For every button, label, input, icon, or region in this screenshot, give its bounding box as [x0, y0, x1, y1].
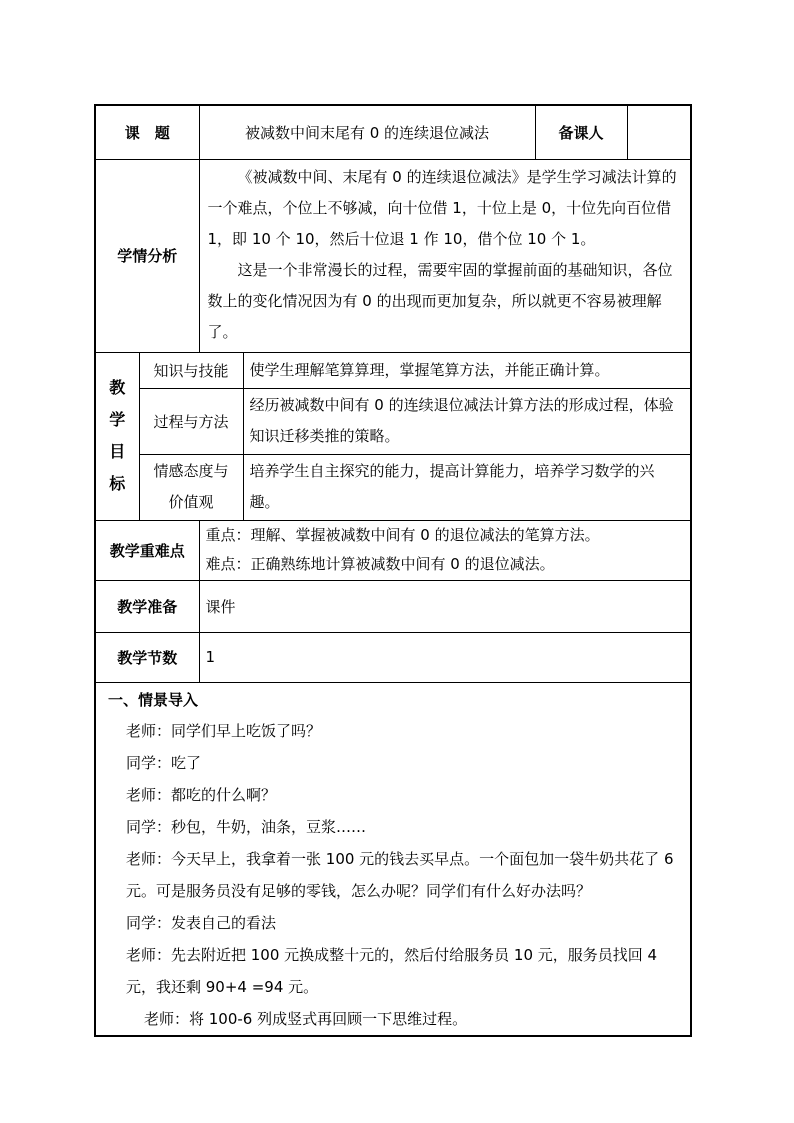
analysis-paragraph-2: 这是一个非常漫长的过程，需要牢固的掌握前面的基础知识，各位数上的变化情况因为有 0 的出现而更加复杂，所以就更不容易被理解了。 — [207, 260, 673, 341]
goal-name-attitude: 情感态度与价值观 — [139, 454, 243, 520]
dialogue-line-7: 老师：先去附近把 100 元换成整十元的，然后付给服务员 10 元，服务员找回 4 元，我还剩 90+4 =94 元。 — [126, 945, 658, 996]
sessions-row — [95, 632, 691, 682]
process-content — [95, 682, 691, 1036]
preparation-value: 课件 — [199, 580, 691, 632]
analysis-paragraph-1: 《被减数中间、末尾有 0 的连续退位减法》是学生学习减法计算的一个难点，个位上不够减，向十位借 1，十位上是 0，十位先向百位借 1，即 10 个 10，然后十位退 1 作 10，借个位 10 个 1。 — [207, 167, 677, 248]
dialogue-line-5: 老师：今天早上，我拿着一张 100 元的钱去买早点。一个面包加一袋牛奶共花了 6 元。可是服务员没有足够的零钱，怎么办呢？同学们有什么好办法吗？ — [126, 849, 674, 900]
key-points-row — [95, 520, 691, 580]
key-difficulty: 难点：正确熟练地计算被减数中间有 0 的退位减法。 — [205, 555, 555, 573]
topic-value: 被减数中间末尾有 0 的连续退位减法 — [199, 105, 535, 159]
key-points-content — [199, 520, 691, 580]
analysis-content — [199, 159, 691, 352]
key-points-label: 教学重难点 — [95, 520, 199, 580]
dialogue-line-3: 老师：都吃的什么啊？ — [126, 785, 277, 804]
goal-name-knowledge: 知识与技能 — [139, 352, 243, 388]
dialogue-line-2: 同学：吃了 — [126, 753, 202, 772]
key-focus: 重点：理解、掌握被减数中间有 0 的退位减法的笔算方法。 — [205, 526, 600, 544]
goal-row-attitude — [95, 454, 691, 520]
goal-row-process — [95, 388, 691, 454]
dialogue-line-4: 同学：秒包，牛奶，油条，豆浆…… — [126, 817, 367, 836]
goal-text-process: 经历被减数中间有 0 的连续退位减法计算方法的形成过程，体验知识迁移类推的策略。 — [243, 388, 691, 454]
preparer-label: 备课人 — [535, 105, 627, 159]
preparation-row — [95, 580, 691, 632]
goals-label-char-2: 学 — [109, 410, 126, 429]
goals-label — [95, 352, 139, 520]
sessions-value: 1 — [199, 632, 691, 682]
goals-label-char-3: 目 — [109, 442, 126, 461]
goals-label-char-4: 标 — [109, 474, 126, 493]
dialogue-line-1: 老师：同学们早上吃饭了吗？ — [126, 721, 322, 740]
goal-name-process: 过程与方法 — [139, 388, 243, 454]
goal-text-attitude: 培养学生自主探究的能力，提高计算能力，培养学习数学的兴趣。 — [243, 454, 691, 520]
lesson-plan-table — [94, 104, 692, 1037]
topic-row — [95, 105, 691, 159]
dialogue-line-8: 老师：将 100-6 列成竖式再回顾一下思维过程。 — [144, 1009, 468, 1028]
sessions-label: 教学节数 — [95, 632, 199, 682]
analysis-label: 学情分析 — [95, 159, 199, 352]
process-title: 一、情景导入 — [108, 690, 199, 709]
topic-label: 课 题 — [95, 105, 199, 159]
dialogue-line-6: 同学：发表自己的看法 — [126, 913, 277, 932]
preparation-label: 教学准备 — [95, 580, 199, 632]
preparer-value — [627, 105, 691, 159]
goal-text-knowledge: 使学生理解笔算算理，掌握笔算方法，并能正确计算。 — [243, 352, 691, 388]
goals-label-char-1: 教 — [109, 378, 126, 397]
analysis-row — [95, 159, 691, 352]
goal-row-knowledge — [95, 352, 691, 388]
process-row — [95, 682, 691, 1036]
